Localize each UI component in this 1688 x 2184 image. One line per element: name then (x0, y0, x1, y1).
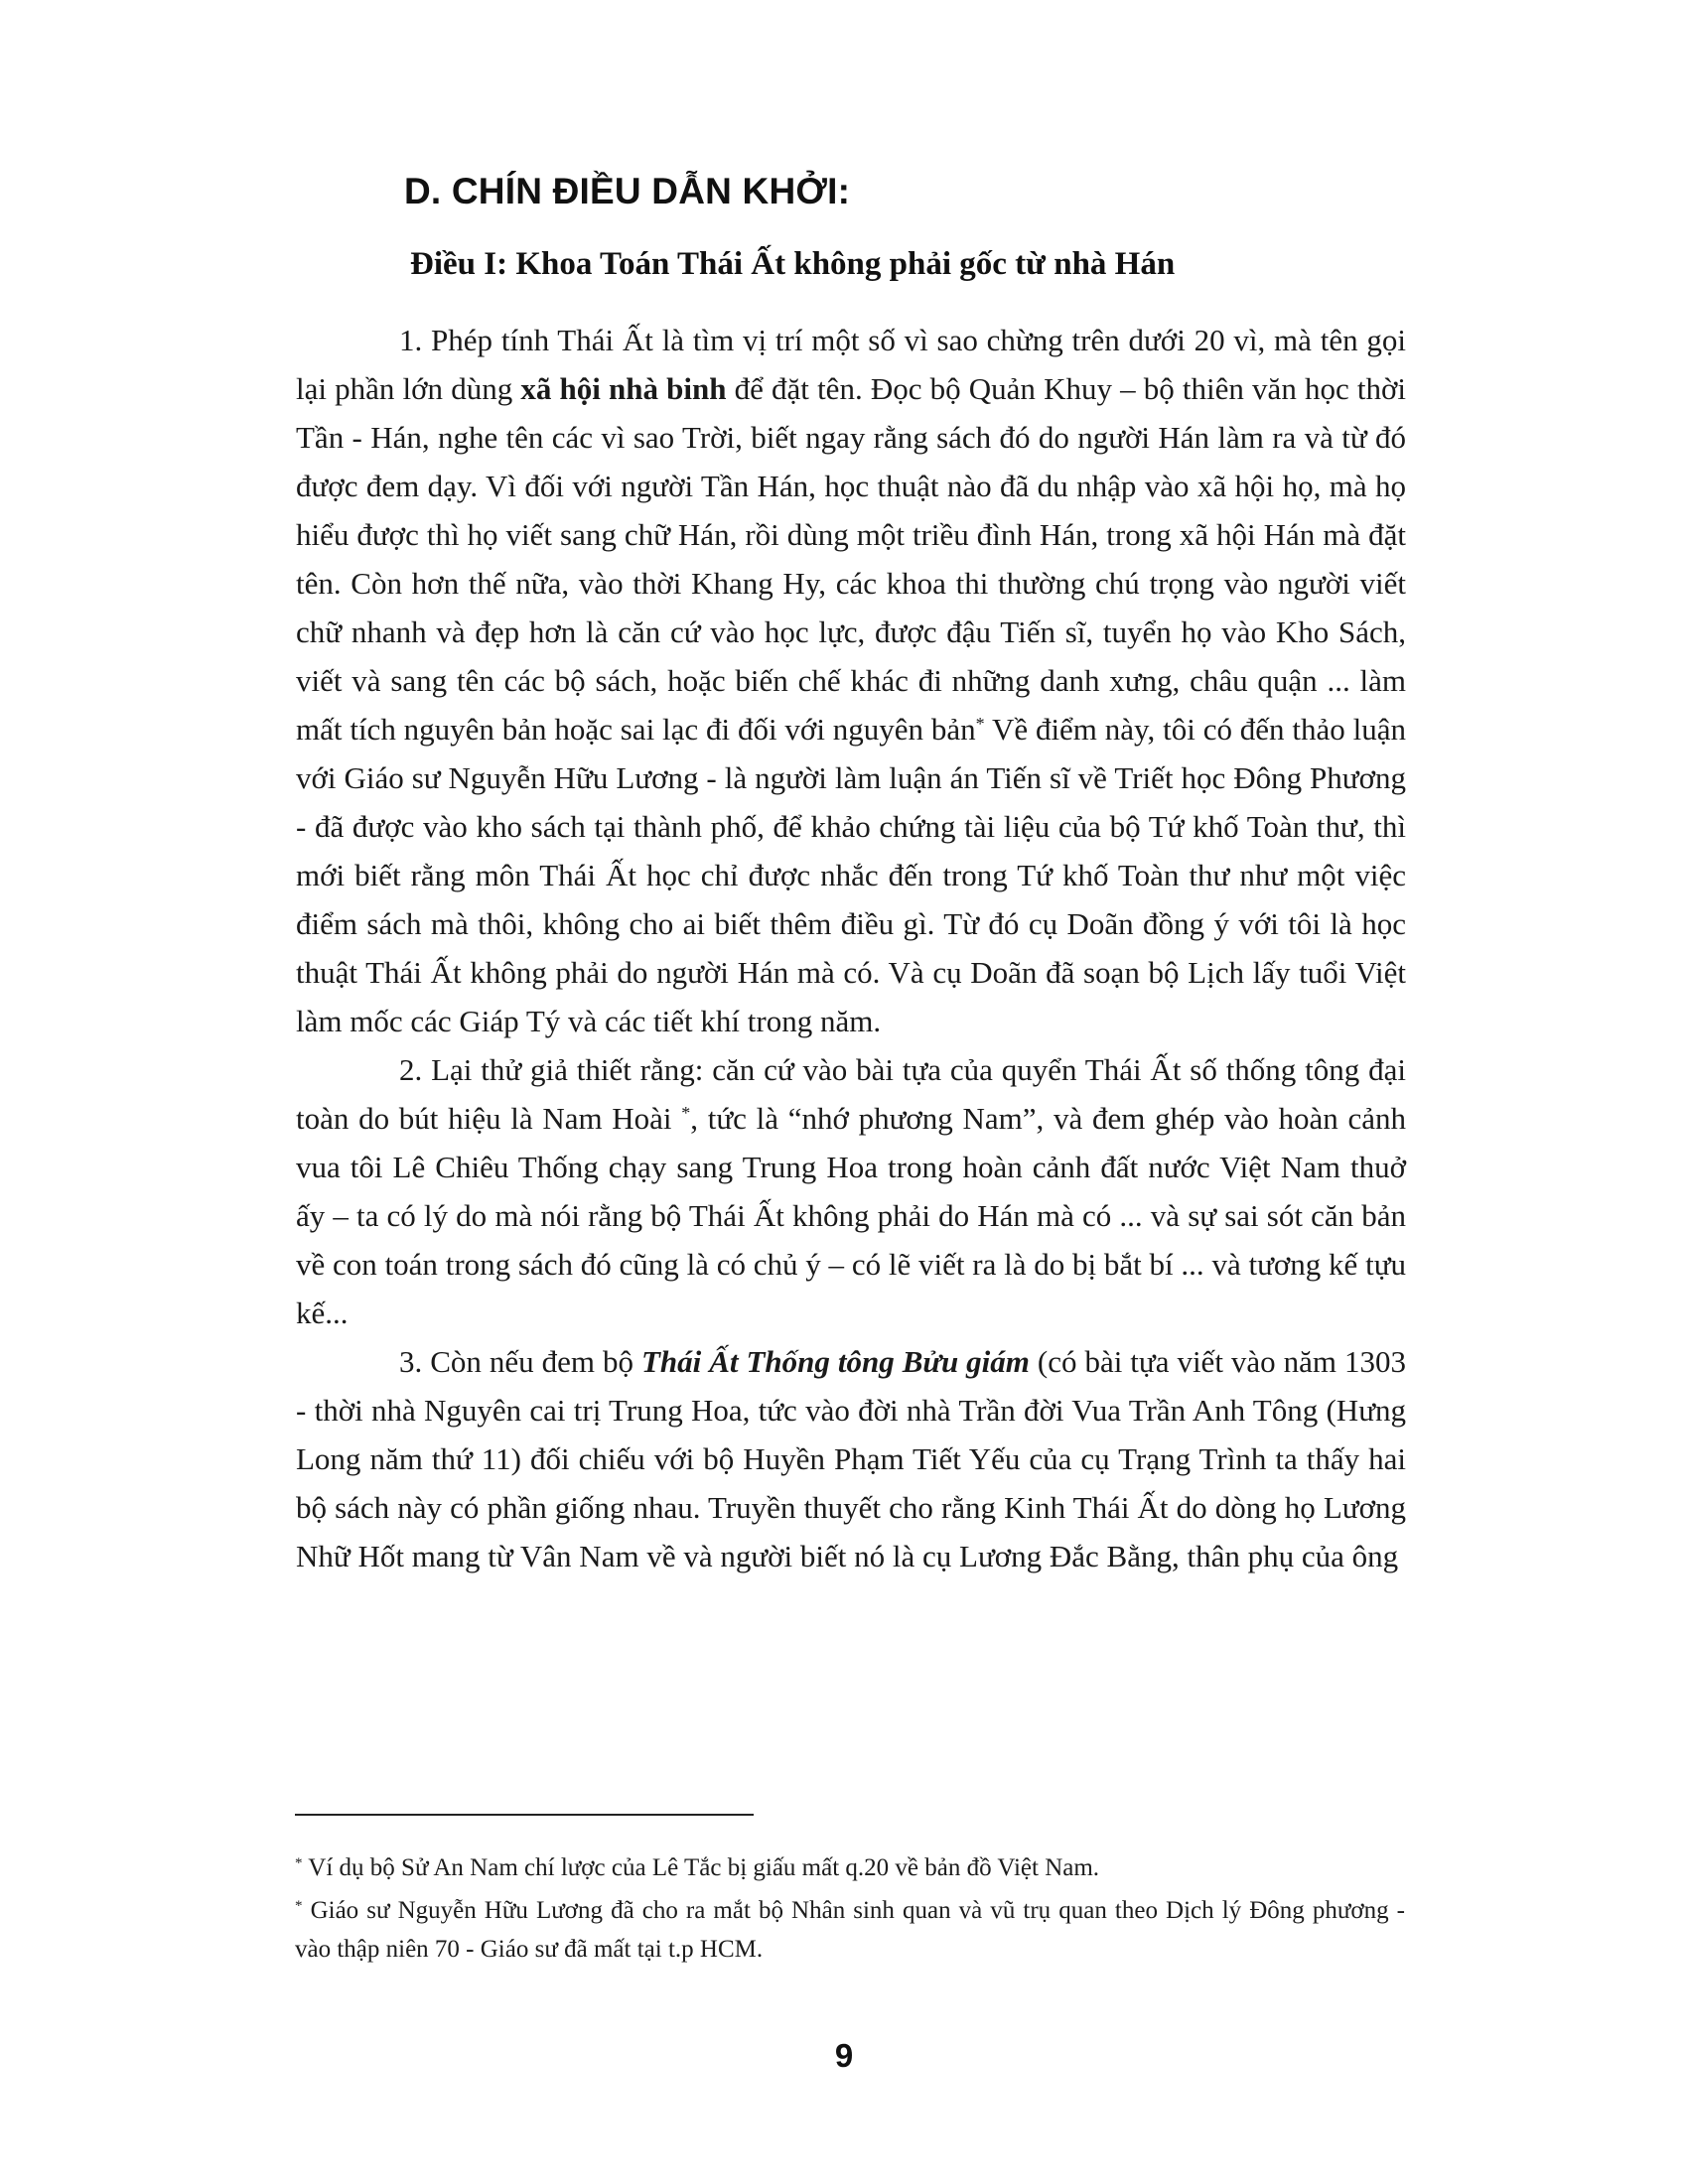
footnote-marker: * (295, 1855, 303, 1871)
paragraph-1-text: để đặt tên. Đọc bộ Quản Khuy – bộ thiên văn học thời Tần - Hán, nghe tên các vì sao Trời, biết ngay rằng sách đó do người Hán làm ra và từ đó được đem dạy. Vì đối với người Tần Hán, học thuật nào đã du nhập vào xã hội họ, mà họ hiểu được thì họ viết sang chữ Hán, rồi dùng một triều đình Hán, trong xã hội Hán mà đặt tên. Còn hơn thế nữa, vào thời Khang Hy, các khoa thi thường chú trọng vào người viết chữ nhanh và đẹp hơn là căn cứ vào học lực, được đậu Tiến sĩ, tuyển họ vào Kho Sách, viết và sang tên các bộ sách, hoặc biến chế khác đi những danh xưng, châu quận ... làm mất tích nguyên bản hoặc sai lạc đi đối với nguyên bản (296, 371, 1407, 747)
footnote-marker: * (681, 1103, 691, 1123)
footnote-divider (295, 1814, 754, 1816)
body-text (296, 316, 1406, 1580)
article-heading: Điều I: Khoa Toán Thái Ất không phải gốc từ nhà Hán (410, 246, 1176, 282)
paragraph-2-text: , tức là “nhớ phương Nam”, và đem ghép vào hoàn cảnh vua tôi Lê Chiêu Thống chạy sang Trung Hoa trong hoàn cảnh đất nước Việt Nam thuở ấy – ta có lý do mà nói rằng bộ Thái Ất không phải do Hán mà có ... và sự sai sót căn bản về con toán trong sách đó cũng là có chủ ý – có lẽ viết ra là do bị bắt bí ... và tương kế tựu kế... (296, 1101, 1407, 1330)
paragraph-3-text: (có bài tựa viết vào năm 1303 - thời nhà Nguyên cai trị Trung Hoa, tức vào đời nhà Trần đời Vua Trần Anh Tông (Hưng Long năm thứ 11) đối chiếu với bộ Huyền Phạm Tiết Yếu của cụ Trạng Trình ta thấy hai bộ sách này có phần giống nhau. Truyền thuyết cho rằng Kinh Thái Ất do dòng họ Lương Nhữ Hốt mang từ Vân Nam về và người biết nó là cụ Lương Đắc Bằng, thân phụ của ông (296, 1344, 1406, 1573)
bold-phrase: xã hội nhà binh (520, 371, 727, 406)
paragraph-1-text: 1. Phép tính Thái Ất là tìm vị trí một số vì sao chừng trên dưới 20 vì, mà tên gọi lại phần lớn dùng (296, 323, 1406, 406)
book-title: Thái Ất Thống tông Bửu giám (640, 1344, 1030, 1379)
footnote-1 (295, 1848, 1405, 1887)
footnote-2 (295, 1891, 1405, 1969)
page-number: 9 (834, 2037, 854, 2074)
footnotes (295, 1848, 1405, 1973)
paragraph-2 (296, 1045, 1406, 1337)
footnote-marker: * (295, 1898, 303, 1914)
footnote-text: Ví dụ bộ Sử An Nam chí lược của Lê Tắc bị giấu mất q.20 về bản đồ Việt Nam. (302, 1854, 1100, 1881)
paragraph-1 (296, 316, 1406, 1045)
section-heading: D. CHÍN ĐIỀU DẪN KHỞI: (404, 171, 851, 211)
footnote-text: Giáo sư Nguyễn Hữu Lương đã cho ra mắt bộ Nhân sinh quan và vũ trụ quan theo Dịch lý Đông phương - vào thập niên 70 - Giáo sư đã mất tại t.p HCM. (295, 1897, 1405, 1963)
paragraph-3 (296, 1337, 1406, 1580)
paragraph-1-text: Về điểm này, tôi có đến thảo luận với Giáo sư Nguyễn Hữu Lương - là người làm luận án Tiến sĩ về Triết học Đông Phương - đã được vào kho sách tại thành phố, để khảo chứng tài liệu của bộ Tứ khố Toàn thư, thì mới biết rằng môn Thái Ất học chỉ được nhắc đến trong Tứ khố Toàn thư như một việc điểm sách mà thôi, không cho ai biết thêm điều gì. Từ đó cụ Doãn đồng ý với tôi là học thuật Thái Ất không phải do người Hán mà có. Và cụ Doãn đã soạn bộ Lịch lấy tuổi Việt làm mốc các Giáp Tý và các tiết khí trong năm. (296, 712, 1406, 1038)
footnote-marker: * (975, 714, 985, 734)
paragraph-3-text: 3. Còn nếu đem bộ (399, 1344, 641, 1379)
paragraph-2-text: 2. Lại thử giả thiết rằng: căn cứ vào bài tựa của quyển Thái Ất số thống tông đại toàn do bút hiệu là Nam Hoài (296, 1052, 1406, 1136)
